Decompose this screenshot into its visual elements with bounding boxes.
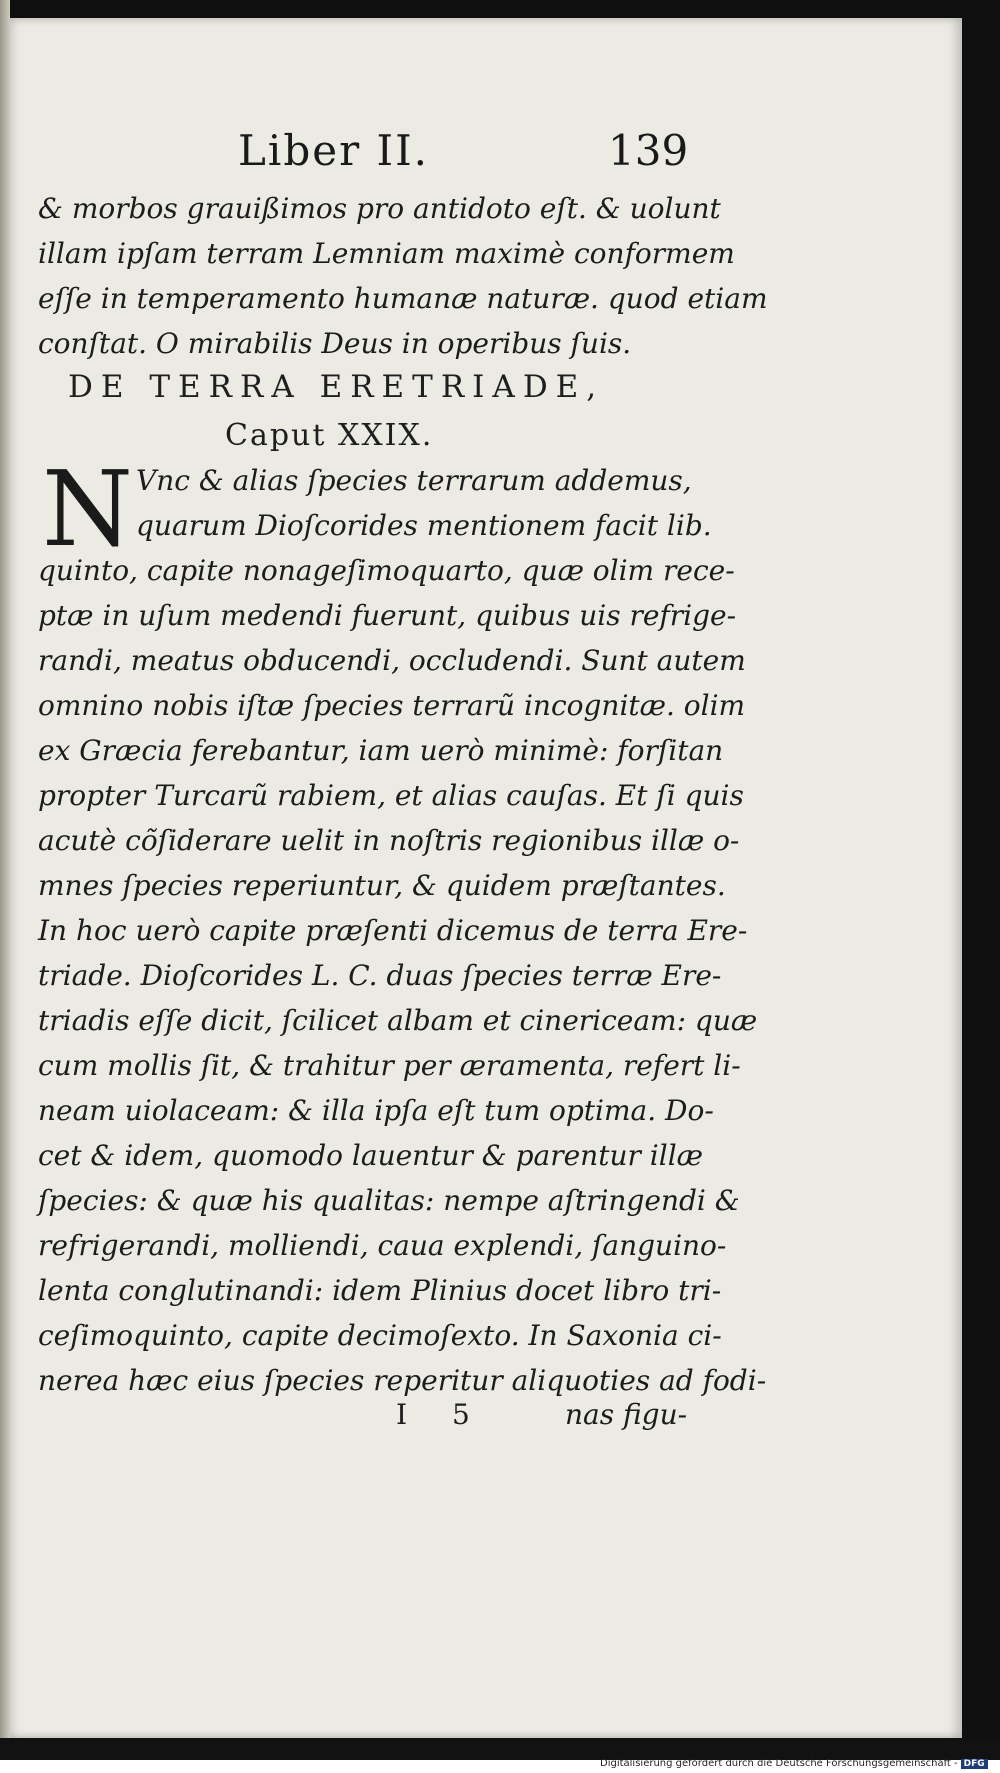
dfg-logo: DFG [961,1759,988,1769]
text-line: refrigerandi, molliendi, caua explendi, ſanguino- [38,1229,727,1262]
text-line: neam uiolaceam: & illa ipſa eſt tum optima. Do- [38,1094,714,1127]
text-line: ptæ in uſum medendi fuerunt, quibus uis refrige- [38,599,737,632]
text-line: ſpecies: & quæ his qualitas: nempe aſtringendi & [38,1184,740,1217]
text-line: cet & idem, quomodo lauentur & parentur illæ [38,1139,703,1172]
text-line: acutè cõſiderare uelit in noſtris regionibus illæ o- [38,824,740,857]
text-line: illam ipſam terram Lemniam maximè conformem [38,237,735,270]
signature-mark: I 5 [396,1398,488,1431]
page-number: 139 [608,126,689,175]
text-line: cum mollis ſit, & trahitur per æramenta, refert li- [38,1049,741,1082]
text-line: mnes ſpecies reperiuntur, & quidem præſtantes. [38,869,726,902]
text-line: quarum Dioſcorides mentionem facit lib. [136,509,712,542]
text-line: conſtat. O mirabilis Deus in operibus ſuis. [38,327,632,360]
text-line: Vnc & alias ſpecies terrarum addemus, [136,464,692,497]
catchword: nas figu- [565,1398,688,1431]
text-line: & morbos grauißimos pro antidoto eſt. & uolunt [38,192,721,225]
chapter-text [38,448,767,1403]
continued-text [38,186,768,366]
section-title: DE TERRA ERETRIADE, [68,369,605,405]
scan-edge-top [0,0,1000,18]
text-line: lenta conglutinandi: idem Plinius docet libro tri- [38,1274,722,1307]
text-line: ceſimoquinto, capite decimoſexto. In Saxonia ci- [38,1319,722,1352]
chapter-heading: Caput XXIX. [225,418,434,453]
text-line: eſſe in temperamento humanæ naturæ. quod etiam [38,282,768,315]
scan-edge-right [962,0,1000,1760]
page-footer [10,1398,962,1448]
text-line: propter Turcarũ rabiem, et alias cauſas. Et ſi quis [38,779,744,812]
book-page [10,18,962,1738]
text-line: triadis eſſe dicit, ſcilicet albam et cinericeam: quæ [38,1004,758,1037]
text-line: quinto, capite nonageſimoquarto, quæ olim rece- [38,554,735,587]
drop-cap-letter: N [42,448,133,570]
text-line: omnino nobis iſtæ ſpecies terrarũ incognitæ. olim [38,689,746,722]
credit-text: Digitalisierung gefördert durch die Deutsche Forschungsgemeinschaft - [600,1758,958,1769]
header-title: Liber II. [238,126,430,175]
dropcap-block [38,448,712,570]
running-header [10,126,962,186]
text-line: triade. Dioſcorides L. C. duas ſpecies terræ Ere- [38,959,722,992]
digitization-credit [600,1758,988,1769]
text-line: nerea hæc eius ſpecies reperitur aliquoties ad fodi- [38,1364,767,1397]
scan-edge-bottom [0,1738,1000,1760]
text-line: randi, meatus obducendi, occludendi. Sunt autem [38,644,746,677]
text-line: In hoc uerò capite præſenti dicemus de terra Ere- [38,914,748,947]
text-line: ex Græcia ferebantur, iam uerò minimè: forſitan [38,734,724,767]
scan-edge-left [0,0,10,1760]
